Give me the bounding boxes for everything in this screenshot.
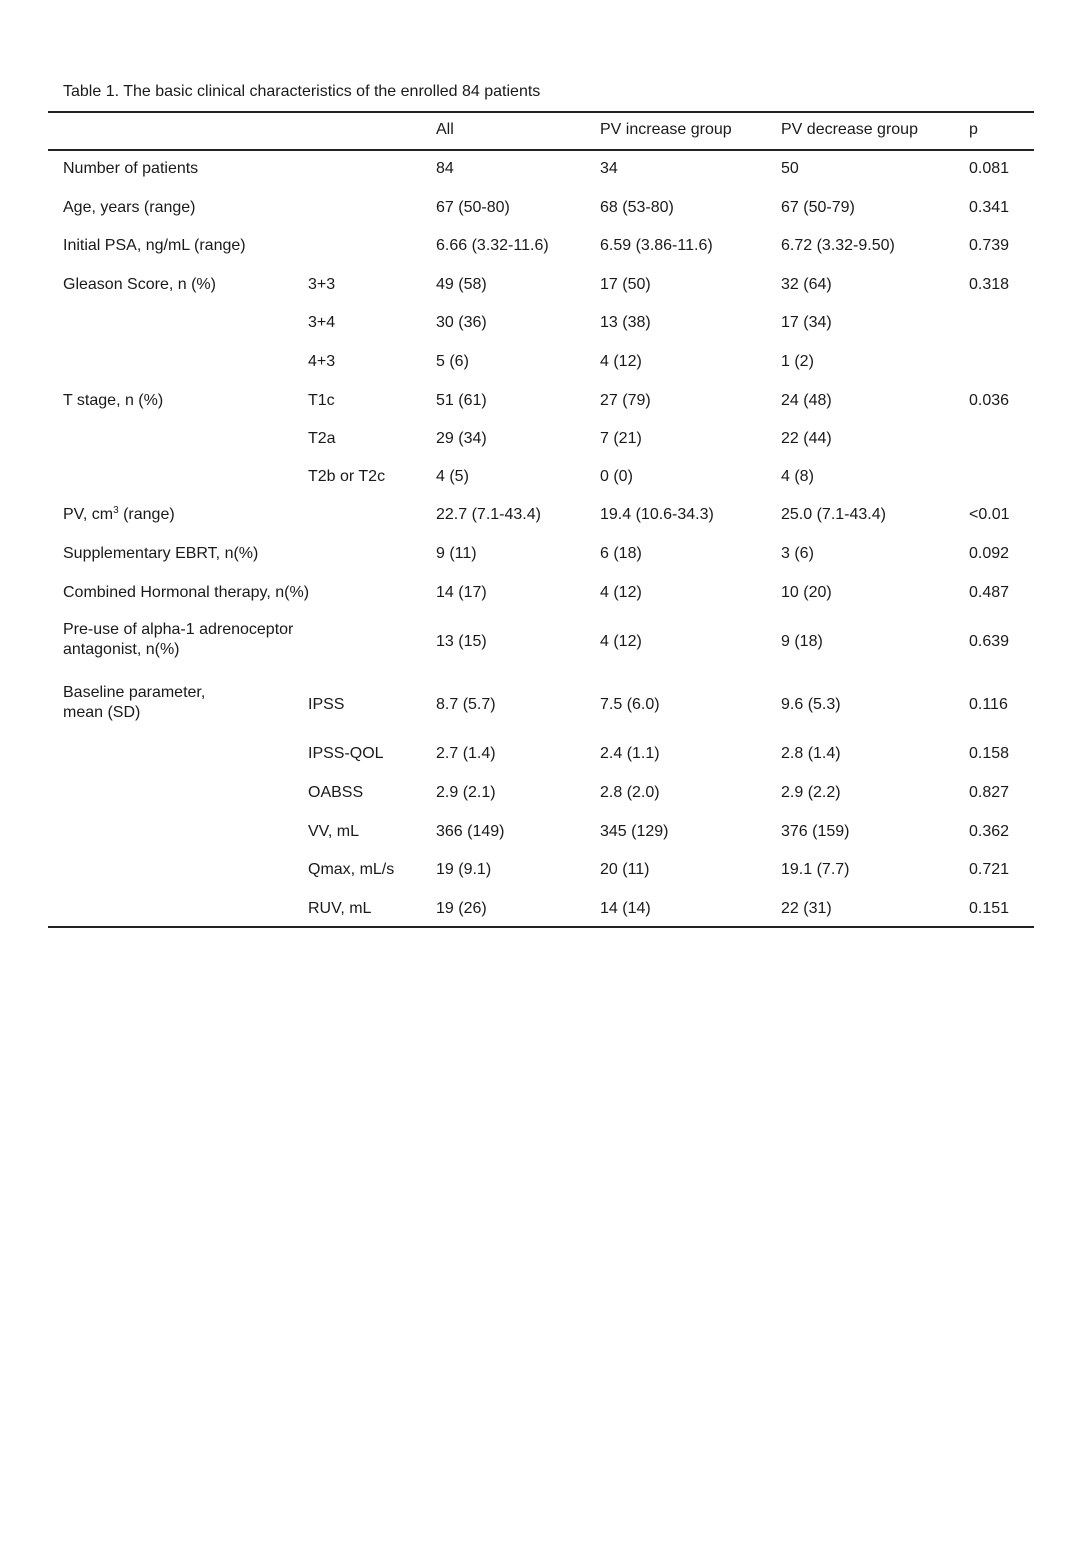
cell-p: 0.341 (969, 199, 1010, 216)
header-all: All (436, 121, 454, 138)
row-label: Initial PSA, ng/mL (range) (63, 237, 246, 254)
cell-pv-increase: 6.59 (3.86-11.6) (600, 237, 713, 254)
cell-all: 19 (9.1) (436, 861, 492, 878)
cell-p: 0.151 (969, 900, 1010, 917)
cell-all: 84 (436, 160, 454, 177)
cell-pv-increase: 2.4 (1.1) (600, 745, 660, 762)
cell-pv-increase: 13 (38) (600, 314, 651, 331)
cell-all: 22.7 (7.1-43.4) (436, 506, 541, 523)
cell-all: 49 (58) (436, 276, 487, 293)
row-label: Baseline parameter, mean (SD) (63, 684, 206, 721)
row-label: T stage, n (%) (63, 392, 164, 409)
cell-pv-decrease: 10 (20) (781, 584, 832, 601)
cell-pv-decrease: 25.0 (7.1-43.4) (781, 506, 886, 523)
header-pv-increase: PV increase group (600, 121, 732, 138)
row-sublabel: T2a (308, 430, 336, 447)
cell-p: 0.318 (969, 276, 1010, 293)
cell-p: 0.739 (969, 237, 1010, 254)
row-sublabel: Qmax, mL/s (308, 861, 395, 878)
row-label: Supplementary EBRT, n(%) (63, 545, 259, 562)
cell-pv-decrease: 17 (34) (781, 314, 832, 331)
cell-pv-increase: 4 (12) (600, 353, 642, 370)
cell-pv-decrease: 24 (48) (781, 392, 832, 409)
cell-pv-increase: 6 (18) (600, 545, 642, 562)
cell-pv-increase: 20 (11) (600, 861, 650, 878)
cell-pv-increase: 17 (50) (600, 276, 651, 293)
cell-pv-decrease: 1 (2) (781, 353, 814, 370)
row-sublabel: OABSS (308, 784, 364, 801)
cell-all: 9 (11) (436, 545, 477, 562)
cell-pv-decrease: 2.8 (1.4) (781, 745, 841, 762)
cell-all: 13 (15) (436, 633, 487, 650)
cell-pv-increase: 19.4 (10.6-34.3) (600, 506, 714, 523)
row-label: Age, years (range) (63, 199, 196, 216)
cell-all: 30 (36) (436, 314, 487, 331)
row-label: Number of patients (63, 160, 199, 177)
bottom-rule (48, 926, 1034, 928)
cell-p: <0.01 (969, 506, 1010, 523)
row-label: Pre-use of alpha-1 adrenoceptor antagonist, n(%) (63, 621, 294, 658)
table-caption: Table 1. The basic clinical characteristics of the enrolled 84 patients (63, 83, 541, 100)
top-rule (48, 111, 1034, 113)
row-label-post: (range) (118, 506, 175, 523)
row-sublabel: IPSS-QOL (308, 745, 384, 762)
header-p: p (969, 121, 978, 138)
row-sublabel: T1c (308, 392, 335, 409)
cell-pv-decrease: 3 (6) (781, 545, 814, 562)
cell-p: 0.639 (969, 633, 1010, 650)
cell-pv-decrease: 67 (50-79) (781, 199, 855, 216)
cell-pv-increase: 7.5 (6.0) (600, 696, 660, 713)
cell-pv-increase: 68 (53-80) (600, 199, 674, 216)
cell-p: 0.487 (969, 584, 1010, 601)
cell-all: 51 (61) (436, 392, 487, 409)
row-sublabel: IPSS (308, 696, 345, 713)
cell-p: 0.158 (969, 745, 1010, 762)
cell-pv-decrease: 19.1 (7.7) (781, 861, 850, 878)
cell-p: 0.081 (969, 160, 1010, 177)
cell-pv-decrease: 9.6 (5.3) (781, 696, 841, 713)
row-label (63, 505, 175, 525)
cell-all: 2.9 (2.1) (436, 784, 496, 801)
row-label-superscript: 3 (113, 505, 119, 516)
cell-pv-decrease: 6.72 (3.32-9.50) (781, 237, 895, 254)
header-pv-decrease: PV decrease group (781, 121, 918, 138)
cell-all: 2.7 (1.4) (436, 745, 496, 762)
cell-pv-increase: 2.8 (2.0) (600, 784, 660, 801)
cell-pv-increase: 7 (21) (600, 430, 642, 447)
cell-pv-increase: 4 (12) (600, 584, 642, 601)
cell-pv-increase: 14 (14) (600, 900, 651, 917)
cell-all: 19 (26) (436, 900, 487, 917)
cell-all: 29 (34) (436, 430, 487, 447)
row-sublabel: T2b or T2c (308, 468, 386, 485)
row-sublabel: 4+3 (308, 353, 336, 370)
cell-pv-decrease: 2.9 (2.2) (781, 784, 841, 801)
cell-all: 8.7 (5.7) (436, 696, 496, 713)
cell-p: 0.092 (969, 545, 1010, 562)
cell-p: 0.036 (969, 392, 1010, 409)
cell-pv-increase: 345 (129) (600, 823, 669, 840)
cell-p: 0.116 (969, 696, 1008, 713)
cell-p: 0.721 (969, 861, 1010, 878)
row-label: Combined Hormonal therapy, n(%) (63, 584, 310, 601)
cell-pv-decrease: 22 (44) (781, 430, 832, 447)
header-rule (48, 149, 1034, 151)
cell-all: 67 (50-80) (436, 199, 510, 216)
cell-all: 6.66 (3.32-11.6) (436, 237, 549, 254)
cell-pv-decrease: 4 (8) (781, 468, 814, 485)
cell-pv-decrease: 376 (159) (781, 823, 850, 840)
cell-p: 0.827 (969, 784, 1010, 801)
cell-all: 5 (6) (436, 353, 469, 370)
cell-pv-increase: 4 (12) (600, 633, 642, 650)
cell-all: 4 (5) (436, 468, 469, 485)
cell-all: 14 (17) (436, 584, 487, 601)
row-sublabel: VV, mL (308, 823, 359, 840)
cell-pv-decrease: 32 (64) (781, 276, 832, 293)
cell-pv-decrease: 22 (31) (781, 900, 832, 917)
row-label-pre: PV, cm (63, 506, 114, 523)
cell-pv-decrease: 50 (781, 160, 799, 177)
row-sublabel: 3+4 (308, 314, 336, 331)
cell-p: 0.362 (969, 823, 1010, 840)
row-sublabel: 3+3 (308, 276, 336, 293)
cell-pv-increase: 0 (0) (600, 468, 633, 485)
cell-all: 366 (149) (436, 823, 505, 840)
row-sublabel: RUV, mL (308, 900, 372, 917)
cell-pv-increase: 34 (600, 160, 618, 177)
cell-pv-decrease: 9 (18) (781, 633, 823, 650)
row-label: Gleason Score, n (%) (63, 276, 216, 293)
cell-pv-increase: 27 (79) (600, 392, 651, 409)
